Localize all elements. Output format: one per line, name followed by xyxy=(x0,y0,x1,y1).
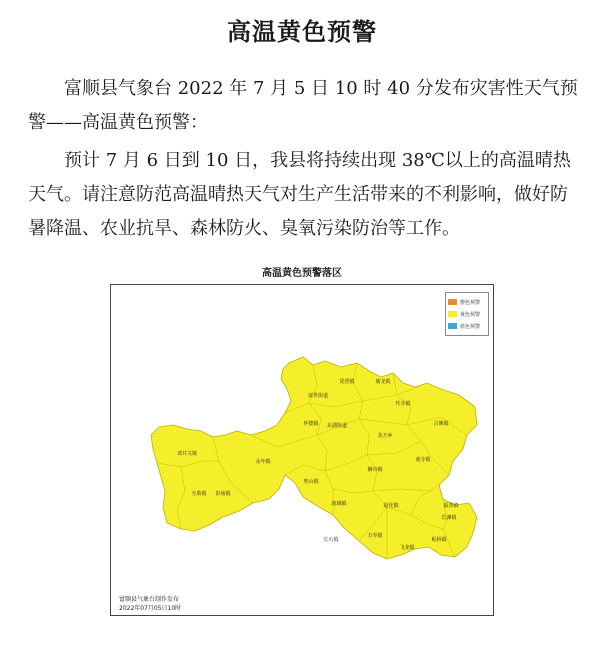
map-legend xyxy=(445,292,489,336)
town-label: 琉璃镇 xyxy=(331,501,347,507)
town-label: 邓井关镇 xyxy=(176,451,198,457)
town-label: 怀德镇 xyxy=(303,421,319,427)
town-label: 龙万乡 xyxy=(377,433,393,439)
town-label: 富世街道 xyxy=(307,393,329,399)
town-label: 赵化镇 xyxy=(383,503,399,509)
town-label: 代寺镇 xyxy=(395,401,411,407)
legend-item-blue xyxy=(448,320,486,332)
town-label: 万寿镇 xyxy=(367,533,383,539)
town-label: 永年镇 xyxy=(255,459,271,465)
town-label: 福善镇 xyxy=(443,503,459,509)
county-map-svg xyxy=(111,285,495,617)
town-label: 骑龙镇 xyxy=(375,379,391,385)
legend-item-yellow xyxy=(448,308,486,320)
map-footer-time: 2022年07月05日10时 xyxy=(119,605,182,612)
paragraph-forecast: 预计 7 月 6 日到 10 日，我县将持续出现 38℃以上的高温晴热天气。请注意防范高温晴热天气对生产生活带来的不利影响，做好防暑降温、农业抗旱、森林防火、臭氧污染防治等工作。 xyxy=(28,150,571,239)
legend-item-orange xyxy=(448,296,486,308)
town-label: 长石镇 xyxy=(323,537,339,543)
town-label: 童寺镇 xyxy=(415,457,431,463)
town-label: 狮市镇 xyxy=(367,467,383,473)
paragraph-issue: 富顺县气象台 2022 年 7 月 5 日 10 时 40 分发布灾害性天气预警——高温黄色预警： xyxy=(28,78,578,133)
town-label: 飞龙镇 xyxy=(399,545,415,551)
page-title: 高温黄色预警 xyxy=(227,18,377,46)
legend-label: 黄色预警 xyxy=(460,311,481,318)
town-label: 兜山镇 xyxy=(303,479,319,485)
legend-swatch xyxy=(448,323,457,329)
town-label: 互助镇 xyxy=(191,491,207,497)
legend-swatch xyxy=(448,311,457,317)
town-label: 长滩镇 xyxy=(441,515,457,521)
town-label: 古佛镇 xyxy=(433,421,449,427)
legend-label: 橙色预警 xyxy=(460,299,481,306)
map-footer-issuer: 富顺县气象台制作发布 xyxy=(119,596,180,603)
warning-map xyxy=(110,284,494,616)
legend-label: 蓝色预警 xyxy=(460,323,481,330)
map-title: 高温黄色预警落区 xyxy=(262,268,342,279)
town-label: 琵琶镇 xyxy=(339,379,355,385)
town-label: 板桥镇 xyxy=(431,537,447,543)
legend-swatch xyxy=(448,299,457,305)
town-label: 彭庙镇 xyxy=(215,491,231,497)
town-label: 东湖街道 xyxy=(326,423,348,429)
